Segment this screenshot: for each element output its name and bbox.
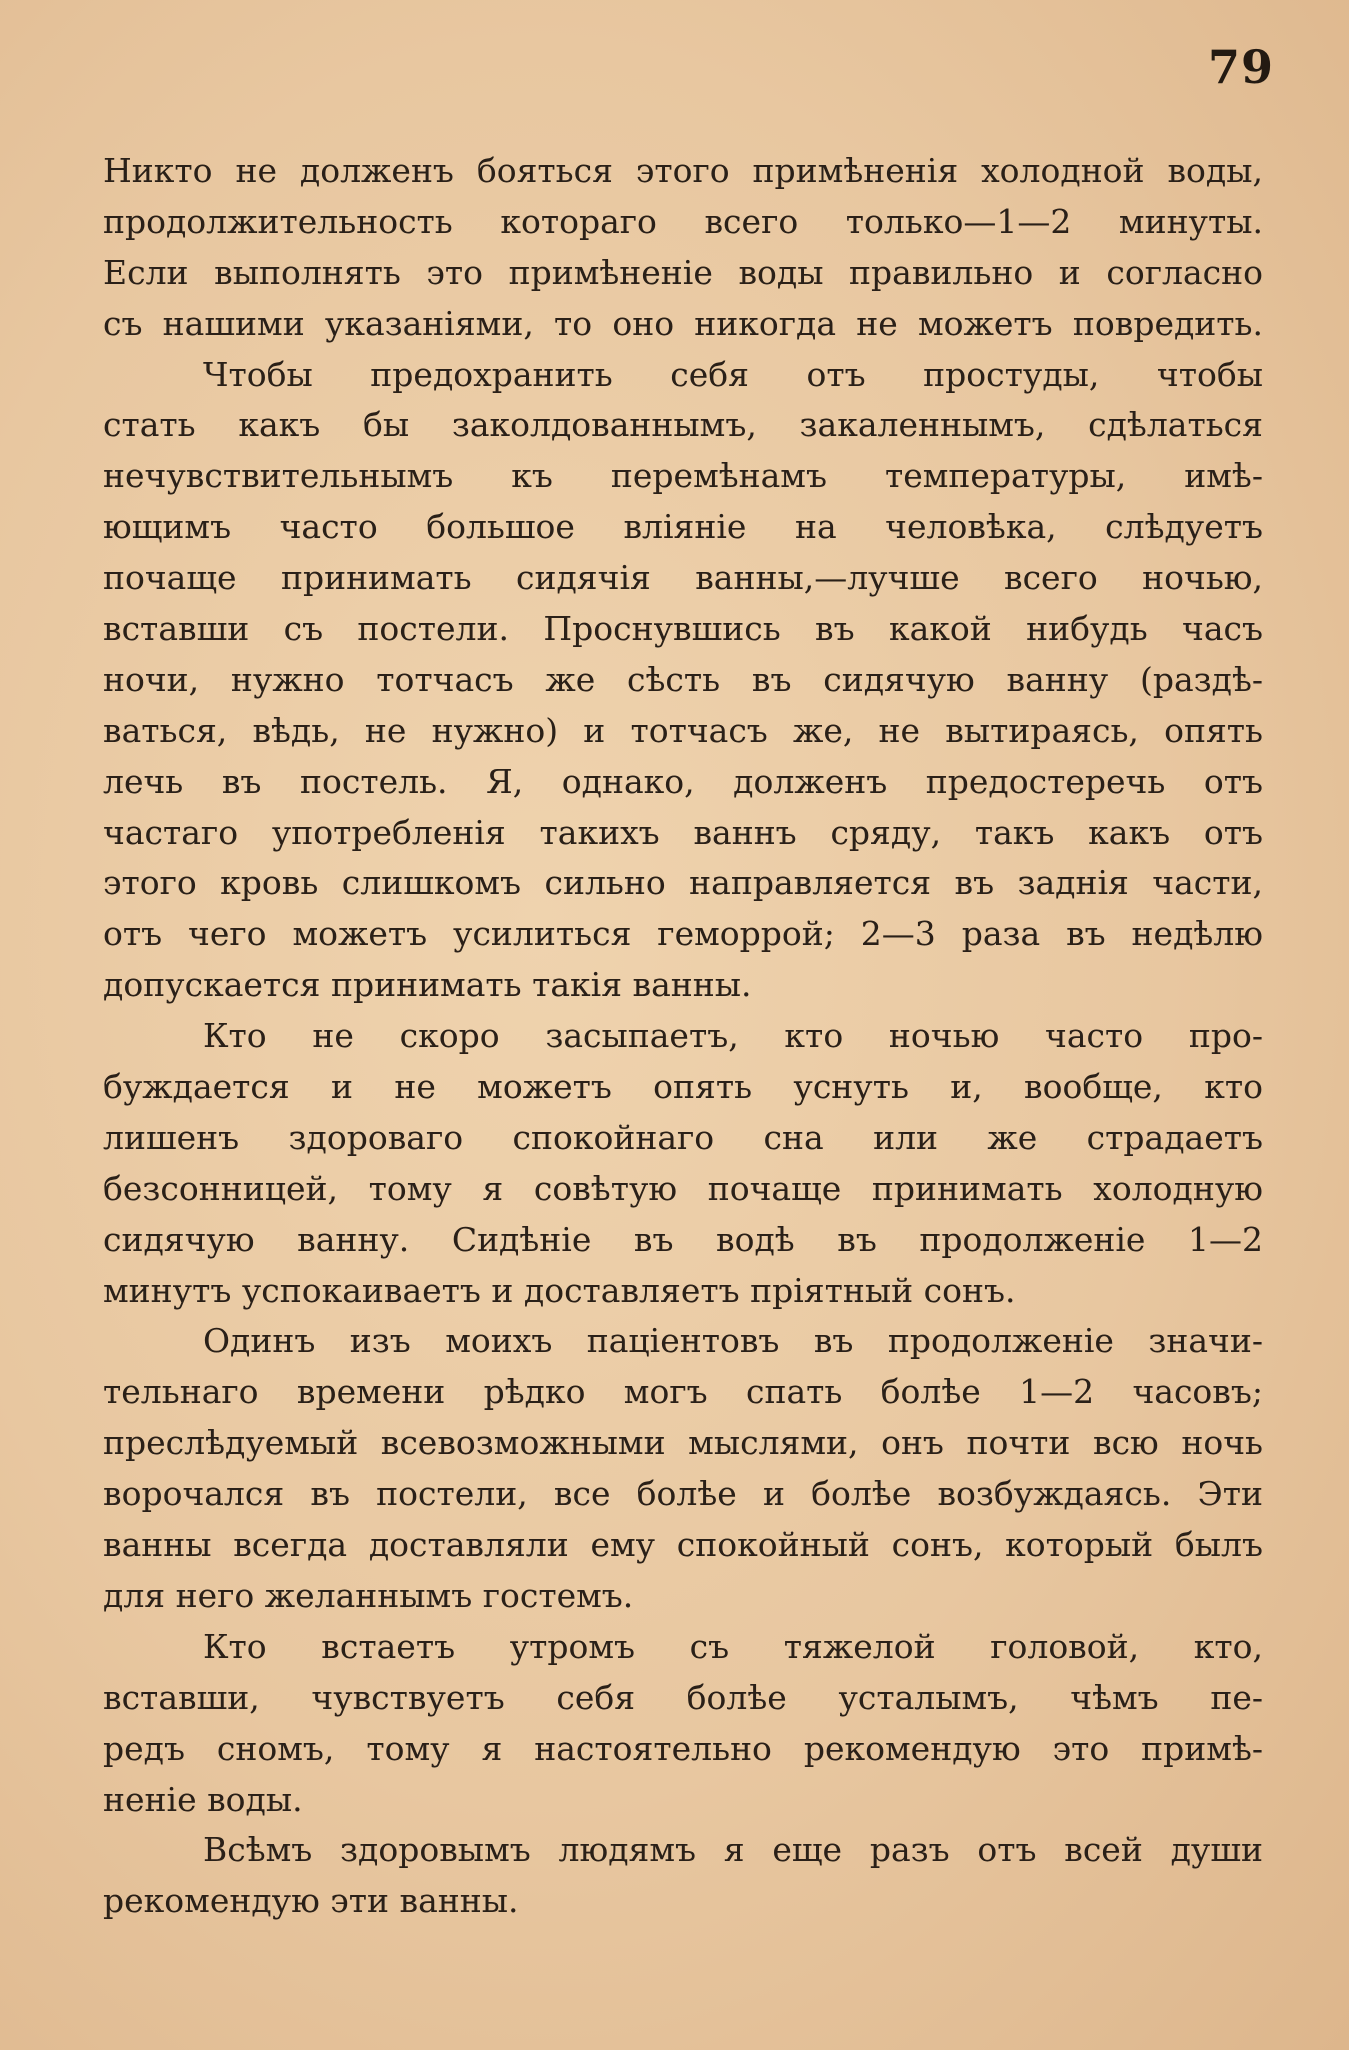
- text-line: Одинъ изъ моихъ паціентовъ въ продолженіе значи-: [203, 1321, 1263, 1361]
- text-line: редъ сномъ, тому я настоятельно рекомендую это примѣ-: [103, 1728, 1263, 1768]
- text-line: Кто не скоро засыпаетъ, кто ночью часто про-: [203, 1016, 1263, 1056]
- text-line: съ нашими указаніями, то оно никогда не можетъ повредить.: [103, 303, 1263, 343]
- text-line: Никто не долженъ бояться этого примѣненія холодной воды,: [103, 151, 1263, 190]
- text-line: ваться, вѣдь, не нужно) и тотчасъ же, не вытираясь, опять: [103, 710, 1263, 750]
- text-line: вставши съ постели. Проснувшись въ какой нибудь часъ: [103, 609, 1263, 649]
- text-line: стать какъ бы заколдованнымъ, закаленнымъ, сдѣлаться: [103, 405, 1263, 445]
- text-line: вставши, чувствуетъ себя болѣе усталымъ, чѣмъ пе-: [103, 1677, 1263, 1717]
- text-line: сидячую ванну. Сидѣніе въ водѣ въ продолженіе 1—2: [103, 1219, 1263, 1259]
- text-line: этого кровь слишкомъ сильно направляется въ заднія части,: [103, 863, 1263, 903]
- text-line: ночи, нужно тотчасъ же сѣсть въ сидячую ванну (раздѣ-: [103, 659, 1263, 699]
- page-number: 79: [1207, 40, 1274, 94]
- text-line: ющимъ часто большое вліяніе на человѣка, слѣдуетъ: [103, 507, 1263, 547]
- text-line: ворочался въ постели, все болѣе и болѣе возбуждаясь. Эти: [103, 1474, 1263, 1514]
- text-line: продолжительность котораго всего только—1—2 минуты.: [103, 201, 1263, 241]
- text-line: рекомендую эти ванны.: [103, 1881, 519, 1921]
- text-line: Если выполнять это примѣненіе воды правильно и согласно: [103, 252, 1263, 292]
- text-line: ванны всегда доставляли ему спокойный сонъ, который былъ: [103, 1525, 1263, 1565]
- text-line: нечувствительнымъ къ перемѣнамъ температуры, имѣ-: [103, 456, 1263, 496]
- text-line: частаго употребленія такихъ ваннъ сряду, такъ какъ отъ: [103, 812, 1263, 852]
- text-line: Чтобы предохранить себя отъ простуды, чтобы: [203, 354, 1263, 394]
- text-line: отъ чего можетъ усилиться геморрой; 2—3 раза въ недѣлю: [103, 914, 1263, 954]
- text-line: Кто встаетъ утромъ съ тяжелой головой, кто,: [203, 1626, 1263, 1666]
- text-line: Всѣмъ здоровымъ людямъ я еще разъ отъ всей души: [203, 1830, 1263, 1870]
- text-line: минутъ успокаиваетъ и доставляетъ пріятный сонъ.: [103, 1270, 1016, 1310]
- text-line: допускается принимать такія ванны.: [103, 965, 752, 1005]
- text-line: для него желаннымъ гостемъ.: [103, 1575, 634, 1615]
- body-text: [103, 146, 1263, 1927]
- text-line: преслѣдуемый всевозможными мыслями, онъ почти всю ночь: [103, 1423, 1263, 1463]
- text-line: буждается и не можетъ опять уснуть и, вообще, кто: [103, 1067, 1263, 1107]
- text-line: неніе воды.: [103, 1779, 303, 1819]
- text-line: тельнаго времени рѣдко могъ спать болѣе 1—2 часовъ;: [103, 1372, 1263, 1412]
- text-line: безсонницей, тому я совѣтую почаще принимать холодную: [103, 1168, 1263, 1208]
- text-line: лишенъ здороваго спокойнаго сна или же страдаетъ: [103, 1117, 1263, 1157]
- text-line: почаще принимать сидячія ванны,—лучше всего ночью,: [103, 558, 1263, 598]
- text-line: лечь въ постель. Я, однако, долженъ предостеречь отъ: [103, 761, 1263, 801]
